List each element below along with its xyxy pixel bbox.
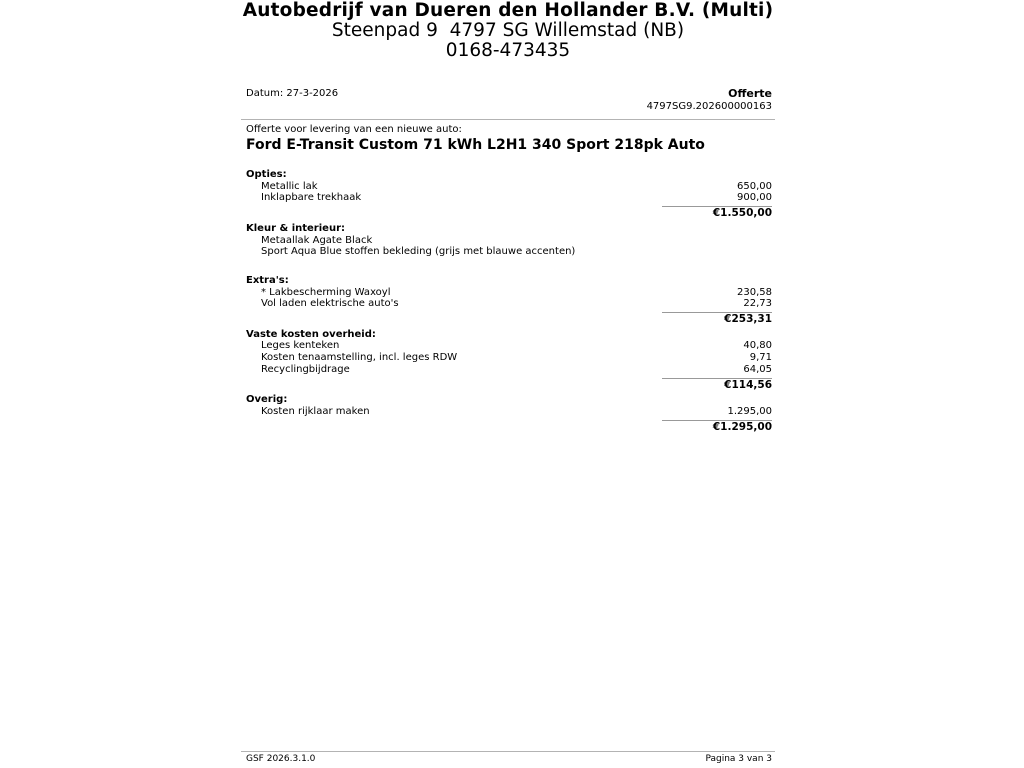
document-number: 4797SG9.202600000163	[646, 101, 772, 112]
company-address: Steenpad 9 4797 SG Willemstad (NB)	[331, 20, 685, 41]
footer-row	[241, 754, 775, 765]
line-item	[241, 340, 775, 352]
line-item	[241, 192, 775, 204]
section-title: Kleur & interieur:	[246, 222, 345, 234]
item-value: 230,58	[737, 286, 772, 298]
item-label: Recyclingbijdrage	[261, 363, 350, 375]
item-label: * Lakbescherming Waxoyl	[261, 286, 391, 298]
section-subtotal: €253,31	[724, 313, 772, 326]
line-item	[241, 287, 775, 299]
footer-divider	[241, 751, 775, 752]
item-value: 22,73	[743, 298, 772, 310]
section-title: Overig:	[246, 394, 288, 406]
item-label: Sport Aqua Blue stoffen bekleding (grijs met blauwe accenten)	[261, 246, 576, 258]
item-label: Kosten rijklaar maken	[261, 405, 370, 417]
item-value: 900,00	[737, 192, 772, 204]
item-label: Vol laden elektrische auto's	[261, 298, 399, 310]
item-value: 64,05	[743, 363, 772, 375]
footer-version: GSF 2026.3.1.0	[246, 754, 316, 764]
company-phone: 0168-473435	[445, 40, 571, 61]
intro-line: Offerte voor levering van een nieuwe auto:	[246, 124, 462, 135]
line-item	[241, 364, 775, 376]
line-item	[241, 298, 775, 310]
document-type-label: Offerte	[728, 87, 772, 100]
item-value: 40,80	[743, 340, 772, 352]
section-subtotal: €1.295,00	[712, 420, 772, 433]
company-name: Autobedrijf van Dueren den Hollander B.V. (Multi)	[242, 0, 774, 21]
document-meta	[241, 87, 775, 113]
section-vaste-kosten	[241, 329, 775, 392]
line-item	[241, 406, 775, 418]
section-overig	[241, 394, 775, 433]
item-value: 1.295,00	[727, 405, 772, 417]
section-opties	[241, 169, 775, 220]
document-footer	[241, 751, 775, 765]
document-meta-right	[647, 87, 772, 113]
offerte-document	[241, 0, 775, 433]
document-date: Datum: 27-3-2026	[246, 88, 339, 99]
item-label: Metaallak Agate Black	[261, 234, 373, 246]
item-label: Metallic lak	[261, 180, 318, 192]
line-item	[241, 246, 775, 258]
section-title: Opties:	[246, 169, 287, 180]
item-label: Inklapbare trekhaak	[261, 192, 362, 204]
item-label: Kosten tenaamstelling, incl. leges RDW	[261, 352, 458, 364]
item-value: 650,00	[737, 180, 772, 192]
document-header	[241, 0, 775, 61]
line-item	[241, 235, 775, 247]
item-label: Leges kenteken	[261, 340, 340, 352]
vehicle-title: Ford E-Transit Custom 71 kWh L2H1 340 Sport 218pk Auto	[246, 137, 705, 153]
header-divider	[241, 119, 775, 120]
section-extras	[241, 275, 775, 326]
section-subtotal: €114,56	[724, 378, 772, 391]
section-title: Vaste kosten overheid:	[246, 328, 376, 340]
line-item	[241, 352, 775, 364]
section-title: Extra's:	[246, 274, 289, 286]
line-item	[241, 181, 775, 193]
section-subtotal: €1.550,00	[712, 207, 772, 220]
section-kleur-interieur	[241, 223, 775, 258]
item-value: 9,71	[749, 352, 772, 364]
footer-page-number: Pagina 3 van 3	[705, 754, 772, 764]
